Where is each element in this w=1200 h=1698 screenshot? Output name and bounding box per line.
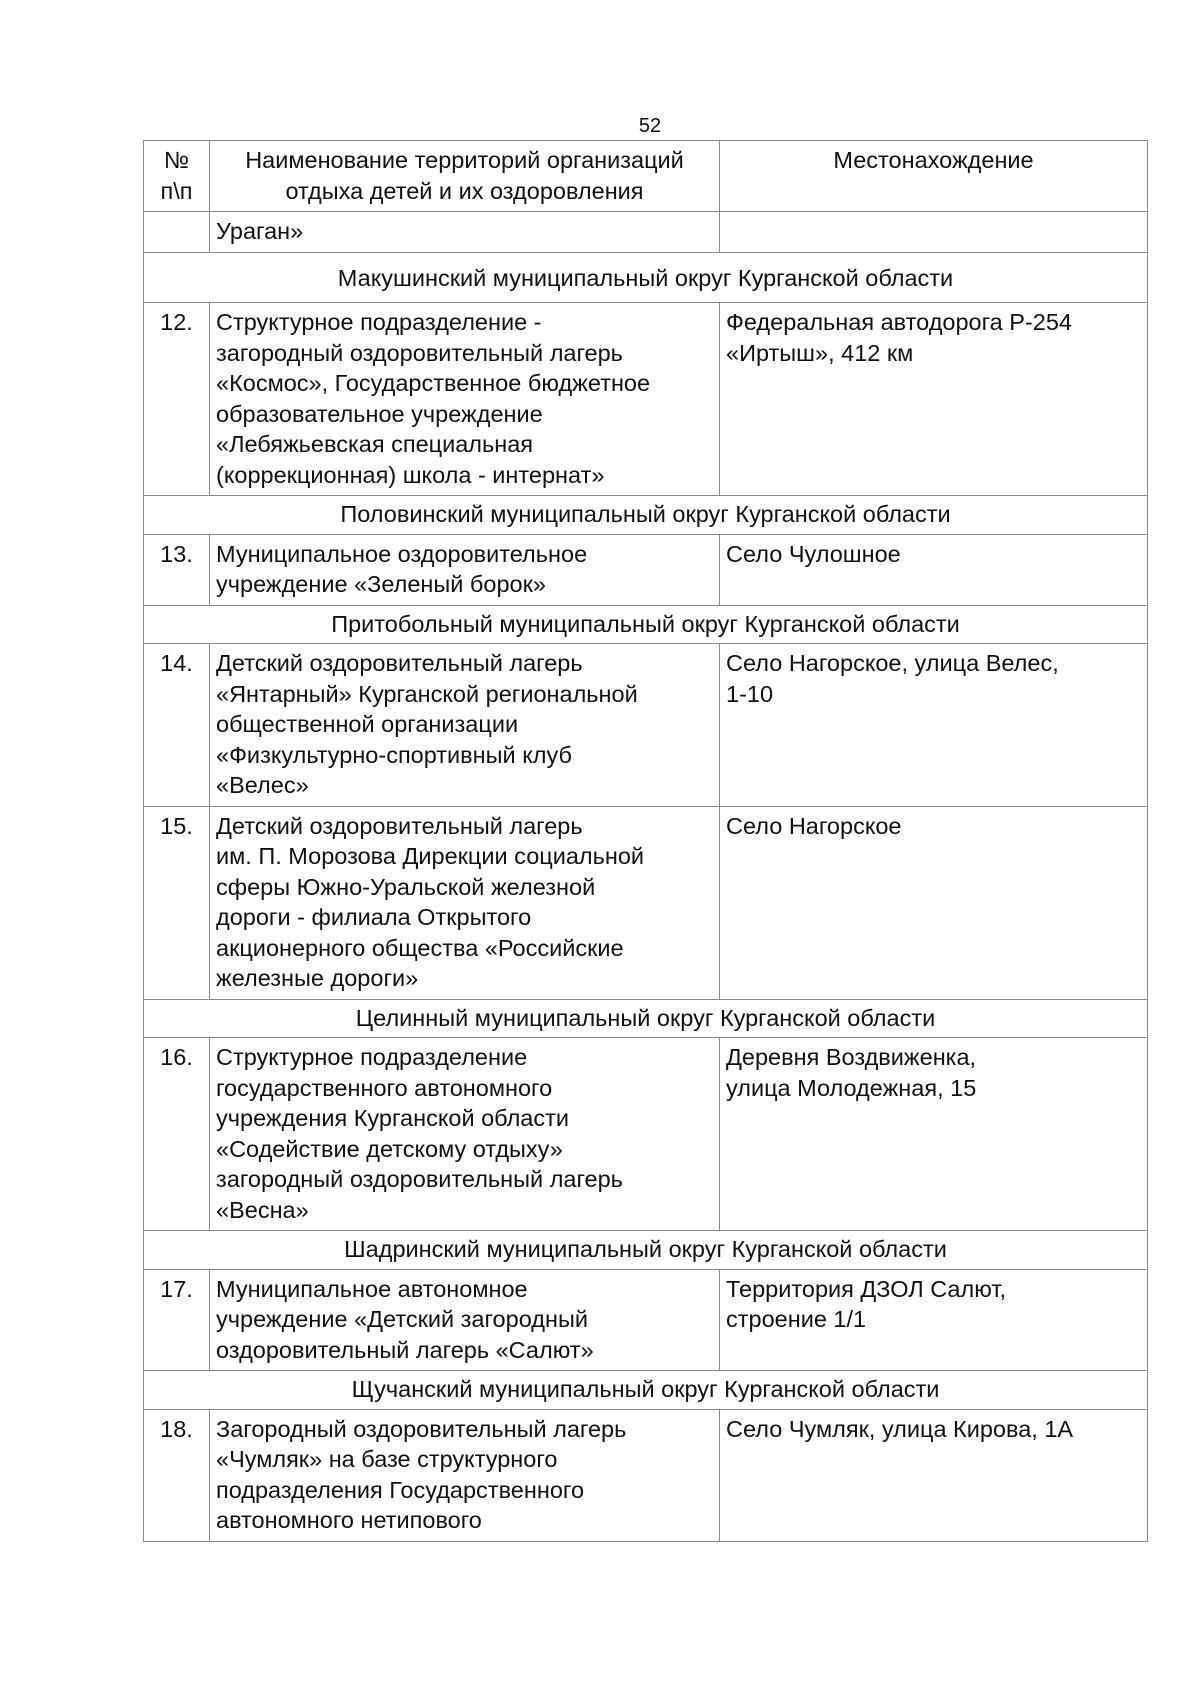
row-num <box>144 644 210 807</box>
row-name <box>210 806 720 999</box>
region-title: Макушинский муниципальный округ Курганской области <box>144 252 1148 303</box>
header-location-text: Местонахождение <box>833 147 1034 173</box>
row-num <box>144 303 210 496</box>
row-location <box>720 644 1148 807</box>
region-title: Шадринский муниципальный округ Курганской области <box>144 1231 1148 1270</box>
row-name <box>210 1038 720 1231</box>
continuation-row <box>144 212 1148 253</box>
row-num-text: 12. <box>160 309 193 335</box>
row-location <box>720 212 1148 253</box>
row-num-text: 17. <box>160 1275 193 1302</box>
row-location-text: Село Чумляк, улица Кирова, 1А <box>726 1415 1074 1442</box>
header-name <box>210 141 720 212</box>
row-num <box>144 212 210 253</box>
row-location-text: Село Чулошное <box>726 540 901 567</box>
table-row <box>144 534 1148 605</box>
row-name-text: Загородный оздоровительный лагерь «Чумляк» на базе структурного подразделения Государственного автономного нетипового <box>216 1415 627 1533</box>
row-location <box>720 806 1148 999</box>
region-title: Целинный муниципальный округ Курганской области <box>144 999 1148 1038</box>
region-row <box>144 496 1148 535</box>
table-row <box>144 303 1148 496</box>
row-name-text: Детский оздоровительный лагерь им. П. Морозова Дирекции социальной сферы Южно-Уральской железной дороги - филиала Открытого акционерного общества «Российские железные дороги» <box>216 812 645 991</box>
row-num <box>144 806 210 999</box>
row-num <box>144 534 210 605</box>
row-location <box>720 1409 1148 1541</box>
region-row <box>144 252 1148 303</box>
table-row <box>144 644 1148 807</box>
table-row <box>144 1409 1148 1541</box>
page-number: 52 <box>638 115 662 137</box>
row-location <box>720 1038 1148 1231</box>
table-row <box>144 806 1148 999</box>
row-name-text: Детский оздоровительный лагерь «Янтарный» Курганской региональной общественной организации «Физкультурно-спортивный клуб «Велес» <box>216 650 638 798</box>
header-name-text: Наименование территорий организаций отдыха детей и их оздоровления <box>245 147 684 204</box>
header-location <box>720 141 1148 212</box>
row-location <box>720 1269 1148 1371</box>
row-name <box>210 1269 720 1371</box>
camps-table <box>143 140 1148 1542</box>
row-location-text: Федеральная автодорога Р-254 «Иртыш», 412 км <box>726 309 1072 366</box>
row-name-text: Ураган» <box>216 218 304 244</box>
region-row <box>144 605 1148 644</box>
region-title: Половинский муниципальный округ Курганской области <box>144 496 1148 535</box>
row-location <box>720 303 1148 496</box>
row-name <box>210 534 720 605</box>
table-row <box>144 1038 1148 1231</box>
region-row <box>144 999 1148 1038</box>
table-row <box>144 1269 1148 1371</box>
row-num <box>144 1409 210 1541</box>
row-num <box>144 1269 210 1371</box>
row-name <box>210 1409 720 1541</box>
region-title: Щучанский муниципальный округ Курганской области <box>144 1371 1148 1410</box>
row-num-text: 13. <box>160 540 193 567</box>
row-name-text: Муниципальное оздоровительное учреждение «Зеленый борок» <box>216 540 588 597</box>
row-num-text: 15. <box>160 812 193 839</box>
row-location-text: Село Нагорское <box>726 812 902 839</box>
row-name-text: Структурное подразделение государственного автономного учреждения Курганской области «Содействие детскому отдыху» загородный оздоровительный лагерь «Весна» <box>216 1044 623 1223</box>
header-num-text: № п\п <box>160 147 193 204</box>
row-num <box>144 1038 210 1231</box>
row-name <box>210 212 720 253</box>
region-title: Притобольный муниципальный округ Курганской области <box>144 605 1148 644</box>
row-name <box>210 644 720 807</box>
row-name-text: Структурное подразделение - загородный оздоровительный лагерь «Космос», Государственное бюджетное образовательное учреждение «Лебяжьевская специальная (коррекционная) школа - интернат» <box>216 309 651 488</box>
row-location <box>720 534 1148 605</box>
row-num-text: 16. <box>160 1044 193 1070</box>
region-row <box>144 1231 1148 1270</box>
table-header-row <box>144 141 1148 212</box>
row-location-text: Деревня Воздвиженка, улица Молодежная, 15 <box>726 1044 977 1101</box>
row-name <box>210 303 720 496</box>
row-num-text: 14. <box>160 650 193 676</box>
row-name-text: Муниципальное автономное учреждение «Детский загородный оздоровительный лагерь «Салют» <box>216 1275 594 1363</box>
row-location-text: Территория ДЗОЛ Салют, строение 1/1 <box>726 1275 1007 1332</box>
row-location-text: Село Нагорское, улица Велес, 1-10 <box>726 650 1059 707</box>
header-num <box>144 141 210 212</box>
region-row <box>144 1371 1148 1410</box>
row-num-text: 18. <box>160 1415 193 1442</box>
